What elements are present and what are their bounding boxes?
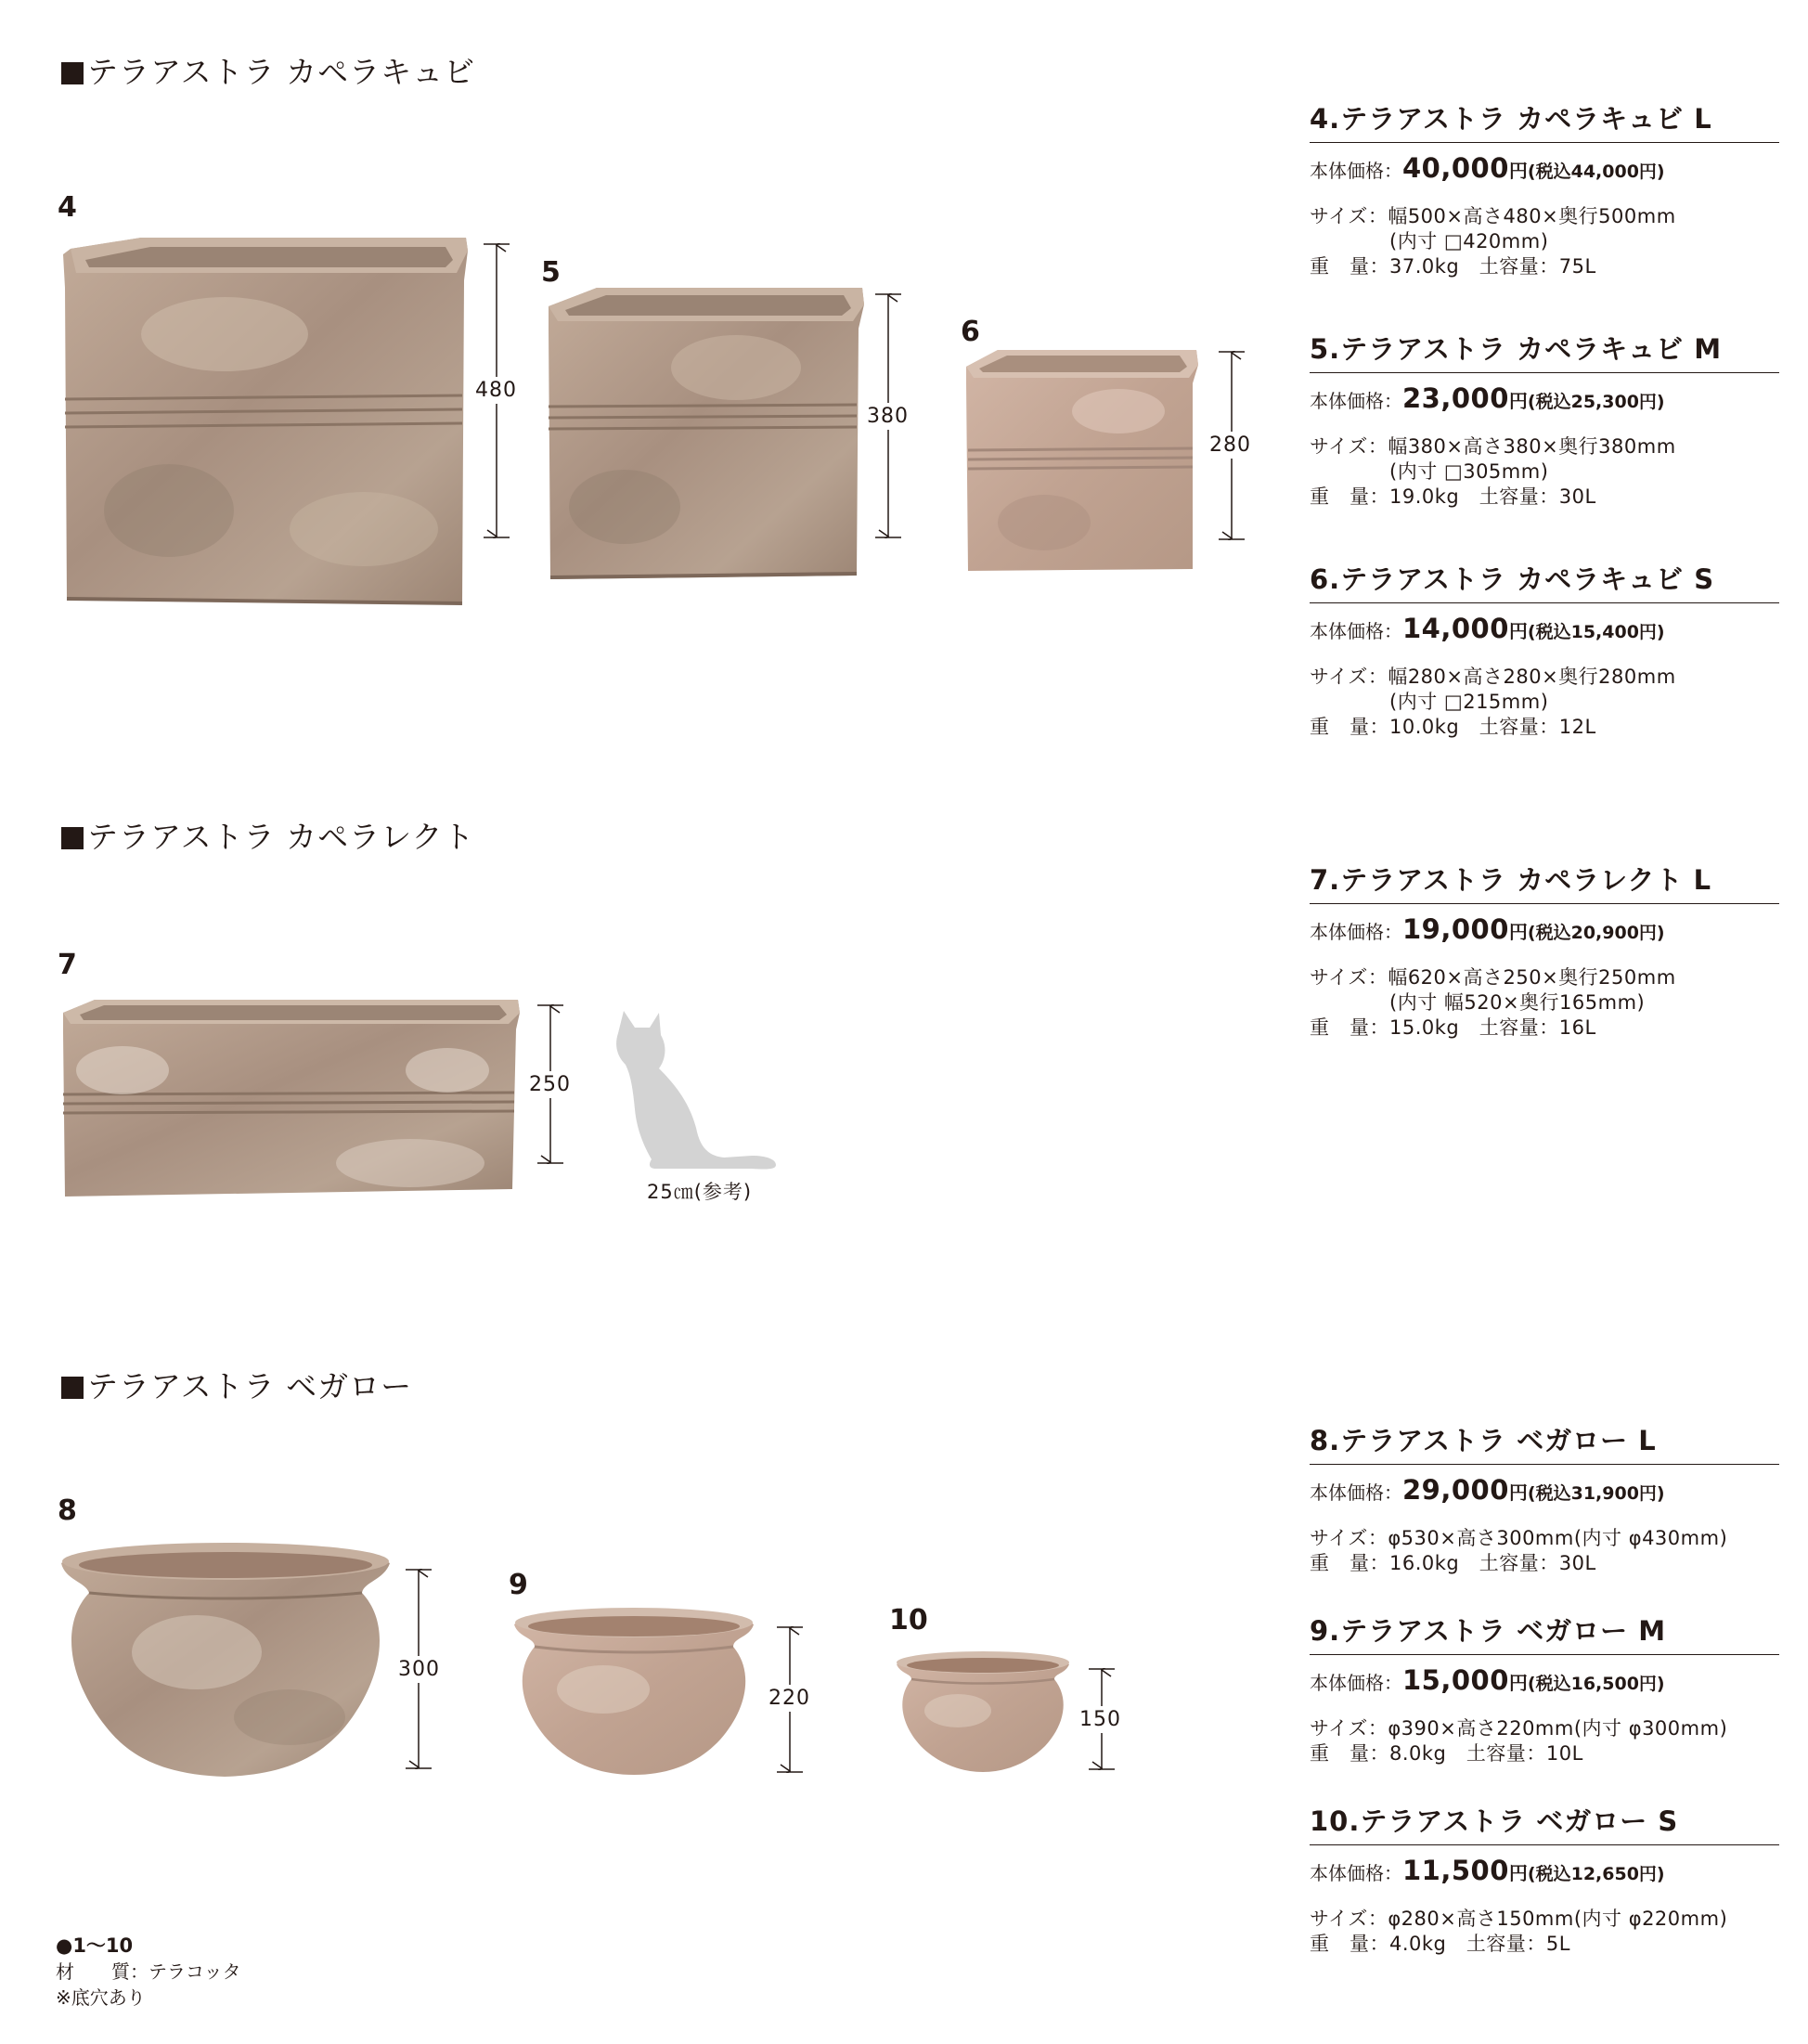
price-tax: (税込31,900円) bbox=[1527, 1483, 1665, 1504]
height-label-9: 220 bbox=[768, 1687, 810, 1710]
pot-vegalow-m-image bbox=[510, 1606, 757, 1779]
price-value: 23,000 bbox=[1402, 382, 1509, 414]
spec-lines bbox=[1310, 1526, 1779, 1576]
weight-line: 重 量：15.0kg 土容量：16L bbox=[1310, 1016, 1596, 1039]
price-tax: (税込15,400円) bbox=[1527, 622, 1665, 642]
pot-capella-cube-s-image bbox=[961, 346, 1202, 574]
spec-lines bbox=[1310, 1907, 1779, 1957]
product-name: 4.テラアストラ カペラキュビ L bbox=[1310, 98, 1779, 143]
spec-item-9 bbox=[1310, 1611, 1779, 1766]
footnote-hole: ※底穴あり bbox=[56, 1986, 146, 2009]
item-number-10: 10 bbox=[889, 1604, 928, 1636]
price-line bbox=[1310, 1664, 1779, 1696]
price-value: 15,000 bbox=[1402, 1664, 1509, 1696]
height-label-8: 300 bbox=[398, 1658, 440, 1681]
product-name: 8.テラアストラ ベガロー L bbox=[1310, 1420, 1779, 1465]
price-yen: 円 bbox=[1508, 160, 1528, 182]
weight-line: 重 量：8.0kg 土容量：10L bbox=[1310, 1742, 1583, 1765]
pot-capella-cube-l-image bbox=[58, 232, 475, 622]
price-value: 40,000 bbox=[1402, 152, 1509, 184]
spec-item-8 bbox=[1310, 1420, 1779, 1576]
item-number-6: 6 bbox=[961, 316, 980, 348]
inner-size-line: (内寸 □215mm) bbox=[1389, 691, 1549, 713]
spec-lines bbox=[1310, 1716, 1779, 1766]
square-bullet-icon bbox=[61, 1377, 84, 1399]
footnote-material: 材 質：テラコッタ bbox=[56, 1960, 241, 1983]
footnote bbox=[56, 1933, 241, 2011]
spec-item-7 bbox=[1310, 860, 1779, 1041]
pot-capella-cube-m-image bbox=[541, 284, 866, 581]
pot-vegalow-s-image bbox=[893, 1649, 1073, 1776]
spec-lines bbox=[1310, 434, 1779, 510]
price-value: 29,000 bbox=[1402, 1474, 1509, 1506]
price-yen: 円 bbox=[1508, 1862, 1528, 1884]
size-line: サイズ：幅380×高さ380×奥行380mm bbox=[1310, 435, 1676, 458]
price-line bbox=[1310, 382, 1779, 414]
price-value: 14,000 bbox=[1402, 613, 1509, 644]
price-value: 19,000 bbox=[1402, 913, 1509, 945]
price-yen: 円 bbox=[1508, 620, 1528, 642]
price-yen: 円 bbox=[1508, 1481, 1528, 1504]
size-line: サイズ：幅620×高さ250×奥行250mm bbox=[1310, 966, 1676, 989]
size-line: サイズ：幅500×高さ480×奥行500mm bbox=[1310, 205, 1676, 227]
price-label: 本体価格： bbox=[1310, 1672, 1402, 1694]
square-bullet-icon bbox=[61, 827, 84, 849]
spec-item-4 bbox=[1310, 98, 1779, 279]
item-number-5: 5 bbox=[541, 256, 561, 289]
product-name: 5.テラアストラ カペラキュビ M bbox=[1310, 329, 1779, 373]
weight-line: 重 量：16.0kg 土容量：30L bbox=[1310, 1552, 1596, 1574]
pot-vegalow-l-image bbox=[58, 1541, 394, 1780]
price-label: 本体価格： bbox=[1310, 620, 1402, 642]
spec-item-10 bbox=[1310, 1801, 1779, 1957]
size-line: サイズ：φ530×高さ300mm(内寸 φ430mm) bbox=[1310, 1527, 1728, 1549]
cat-silhouette-icon bbox=[603, 1007, 780, 1171]
item-number-7: 7 bbox=[58, 949, 77, 981]
price-yen: 円 bbox=[1508, 390, 1528, 412]
price-tax: (税込44,000円) bbox=[1527, 162, 1665, 182]
square-bullet-icon bbox=[61, 62, 84, 84]
spec-lines bbox=[1310, 665, 1779, 740]
product-name: 9.テラアストラ ベガロー M bbox=[1310, 1611, 1779, 1655]
pot-capella-rect-l-image bbox=[58, 996, 522, 1202]
size-line: サイズ：幅280×高さ280×奥行280mm bbox=[1310, 666, 1676, 688]
price-label: 本体価格： bbox=[1310, 390, 1402, 412]
inner-size-line: (内寸 □420mm) bbox=[1389, 230, 1549, 252]
item-number-8: 8 bbox=[58, 1494, 77, 1527]
product-name: 10.テラアストラ ベガロー S bbox=[1310, 1801, 1779, 1845]
footnote-range: ●1〜10 bbox=[56, 1934, 134, 1957]
height-label-5: 380 bbox=[867, 405, 909, 428]
inner-size-line: (内寸 □305mm) bbox=[1389, 460, 1549, 483]
price-label: 本体価格： bbox=[1310, 1481, 1402, 1504]
cat-caption: 25㎝(参考) bbox=[647, 1181, 753, 1203]
spec-item-5 bbox=[1310, 329, 1779, 510]
price-tax: (税込16,500円) bbox=[1527, 1674, 1665, 1694]
price-tax: (税込12,650円) bbox=[1527, 1864, 1665, 1884]
price-value: 11,500 bbox=[1402, 1855, 1509, 1886]
price-line bbox=[1310, 1474, 1779, 1506]
spec-lines bbox=[1310, 965, 1779, 1041]
price-line bbox=[1310, 1855, 1779, 1886]
price-tax: (税込25,300円) bbox=[1527, 392, 1665, 412]
item-number-9: 9 bbox=[509, 1569, 528, 1601]
price-line bbox=[1310, 613, 1779, 644]
size-line: サイズ：φ280×高さ150mm(内寸 φ220mm) bbox=[1310, 1908, 1728, 1930]
price-label: 本体価格： bbox=[1310, 921, 1402, 943]
item-number-4: 4 bbox=[58, 191, 77, 224]
inner-size-line: (内寸 幅520×奥行165mm) bbox=[1389, 991, 1646, 1014]
product-name: 6.テラアストラ カペラキュビ S bbox=[1310, 559, 1779, 603]
price-label: 本体価格： bbox=[1310, 160, 1402, 182]
price-line bbox=[1310, 913, 1779, 945]
height-label-4: 480 bbox=[475, 379, 517, 402]
price-tax: (税込20,900円) bbox=[1527, 923, 1665, 943]
size-line: サイズ：φ390×高さ220mm(内寸 φ300mm) bbox=[1310, 1717, 1728, 1740]
price-yen: 円 bbox=[1508, 921, 1528, 943]
weight-line: 重 量：4.0kg 土容量：5L bbox=[1310, 1933, 1570, 1955]
height-label-10: 150 bbox=[1079, 1708, 1121, 1731]
price-label: 本体価格： bbox=[1310, 1862, 1402, 1884]
section-title-capella-rect: テラアストラ カペラレクト bbox=[61, 813, 475, 857]
weight-line: 重 量：19.0kg 土容量：30L bbox=[1310, 485, 1596, 508]
price-line bbox=[1310, 152, 1779, 184]
weight-line: 重 量：10.0kg 土容量：12L bbox=[1310, 716, 1596, 738]
section-title-capella-cube: テラアストラ カペラキュビ bbox=[61, 48, 475, 92]
weight-line: 重 量：37.0kg 土容量：75L bbox=[1310, 255, 1596, 278]
spec-item-6 bbox=[1310, 559, 1779, 740]
section-title-vegalow: テラアストラ ベガロー bbox=[61, 1363, 412, 1406]
height-label-6: 280 bbox=[1209, 433, 1251, 457]
price-yen: 円 bbox=[1508, 1672, 1528, 1694]
height-label-7: 250 bbox=[529, 1073, 571, 1096]
spec-lines bbox=[1310, 204, 1779, 279]
product-name: 7.テラアストラ カペラレクト L bbox=[1310, 860, 1779, 904]
